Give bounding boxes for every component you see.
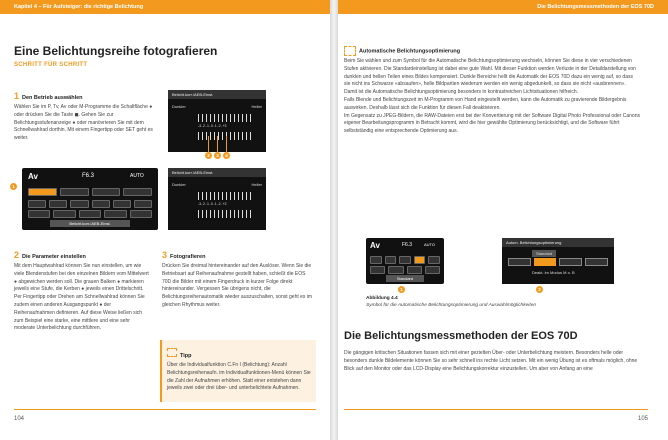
right-camera-iso: AUTO [424, 242, 436, 247]
right-marker-2: 2 [536, 286, 543, 293]
aeb-menu-1-scale-labels: -3..2..1..0..1..2..+3 [198, 124, 227, 128]
aeb-menu-2-darker: Dunkler [172, 182, 186, 187]
right-camera-standard: Standard [386, 275, 424, 282]
right-camera-mode: Av [370, 241, 380, 250]
step-2 [14, 245, 152, 333]
auto-optimization-menu-title: Autom. Belichtungsoptimierung [502, 238, 614, 247]
aeb-menu-2-scale-2 [198, 210, 252, 218]
step-1-title: Den Betrieb auswählen [22, 95, 83, 101]
marker-line-3 [217, 136, 218, 152]
auto-optimization-block [344, 46, 640, 136]
step-1-text: Wählen Sie im P, Tv, Av oder M-Programme die Schaltfläche ● oder drücken Sie die Taste ◼. Gehen Sie zur Belichtungsstufenanzeige ● oder manövrieren Sie mit dem Schnellwahlrad dorthin. Mit einem Fingertipp oder SET geht es weiter. [14, 104, 153, 142]
right-bottom-rule [344, 409, 648, 410]
right-marker-1: 1 [398, 286, 405, 293]
aeb-menu-2-brighter: Heller [251, 182, 262, 187]
auto-optimization-menu-options [508, 258, 608, 266]
left-header: Kapitel 4 – Für Aufsteiger: die richtige Belichtung [0, 0, 330, 14]
right-header: Die Belichtungsmessmethoden der EOS 70D [338, 0, 668, 14]
aeb-menu-1-darker: Dunkler [172, 104, 186, 109]
section-text: Die gängigen kritischen Situationen fassen sich mit einer gezielten Über- oder Unterbelichtung meistern. Besonders helle oder besonders dunkle Bildelemente können Sie so sehr schnell ins rechte Licht setzen. Mit ein wenig Übung ist es oftmals möglich, ohne Blick auf den Monitor oder das LCD-Display eine Belichtungskorrektur einzustellen. Um aber von Anfang an eine [344, 350, 638, 372]
left-bottom-rule [14, 409, 316, 410]
aeb-menu-1-title: Belicht.korr./AEB-Einst. [168, 90, 266, 99]
step-1-number: 1 [14, 91, 20, 101]
auto-optimization-menu [502, 238, 614, 284]
step-3-text: Drücken Sie dreimal hintereinander auf den Auslöser. Wenn Sie die Betriebsart auf Reihenaufnahme gestellt haben, schießt die EOS 70D die Bilder mit einem Fingerdruck in kurzer Folge direkt hintereinander. Vergessen Sie übrigens nicht, die Belichtungsreihenautomatik wieder auszuschalten, sonst geht es im gleichen Rhythmus weiter. [162, 263, 313, 308]
left-page-number: 104 [14, 416, 25, 422]
marker-line-4 [226, 136, 227, 152]
camera-bar-label: Belicht.korr./AEB-Einst. [50, 220, 130, 227]
auto-optimization-text: Beim Sie wählen und zum Symbol für die Automatische Belichtungsoptimierung wechseln, können Sie diese in vier verschiedenen Stufen aktivieren. Die Standardeinstellung ist dabei eine gute Wahl. Mit dieser Funktion werden Verluste in der Detaildarstellung von dunklen und hellen Teilen eines Bildes kompensiert. Dunkle Bereiche hellt die Automatik der EOS 70D dazu ein wenig auf, so dass sie nicht ins Schwarze «absaufen», helle Bildpartien wiederum werden ein wenig abgedunkelt, so dass sie nicht «ausbrennen». Damit ist die Automatische Belichtungsoptimierung besonders in kontrastreichen Lichtsituationen hilfreich. [344, 58, 636, 96]
aeb-menu-1-scale [198, 114, 252, 122]
figure-caption-text: Symbol für die Automatische Belichtungsoptimierung und Auswahlmöglichkeiten [366, 302, 537, 308]
camera-icons-row-2 [28, 210, 152, 218]
step-2-number: 2 [14, 250, 20, 260]
camera-iso: AUTO [130, 173, 144, 179]
auto-optimization-menu-option: Deakt. im Modus M o. B [532, 270, 575, 275]
aeb-menu-2-title: Belicht.korr./AEB-Einst. [168, 168, 266, 177]
marker-3: 3 [214, 152, 221, 159]
page-title: Eine Belichtungsreihe fotografieren [14, 44, 218, 58]
page-subtitle: SCHRITT FÜR SCHRITT [14, 62, 88, 68]
tip-icon [167, 348, 177, 357]
right-camera-row-2 [370, 266, 440, 274]
right-page-number: 105 [637, 416, 648, 422]
aeb-menu-2-scale-labels: -3..2..1..0..1..2..+3 [198, 202, 227, 206]
auto-optimization-menu-standard: Standard [532, 250, 556, 257]
camera-icons-row [28, 200, 152, 208]
right-camera-row-1 [370, 256, 440, 264]
step-3-number: 3 [162, 250, 168, 260]
auto-optimization-icon [344, 46, 356, 56]
left-page [0, 0, 330, 436]
step-1 [14, 86, 162, 143]
figure-caption [366, 296, 626, 309]
book-gutter [330, 0, 338, 440]
camera-scale-row [28, 188, 152, 196]
figure-label: Abbildung 4.4 [366, 296, 398, 301]
camera-quick-screen [22, 168, 158, 230]
step-3-title: Fotografieren [170, 254, 206, 260]
right-camera-aperture: F6.3 [402, 242, 413, 248]
step-3 [162, 245, 314, 310]
marker-1: 1 [10, 183, 17, 190]
camera-aperture: F6.3 [82, 173, 95, 179]
step-2-title: Die Parameter einstellen [22, 254, 86, 260]
aeb-menu-1-scale-2 [198, 132, 252, 140]
right-page [338, 0, 668, 436]
right-camera-screen [366, 238, 444, 284]
camera-mode: Av [28, 172, 38, 181]
tip-title: Tipp [180, 353, 192, 359]
tip-text: Über die Individualfunktion C.Fn I (Belichtung): Anzahl Belichtungsreihenaufn. im Individualfunktionen-Menü können Sie die Zahl der Aufnahmen erhöhen. Statt einer entstehen dann jeweils zwei oder drei über- und unterbelichtete Aufnahmen. [167, 362, 311, 392]
auto-optimization-text-3: Im Gegensatz zu JPEG-Bildern, die RAW-Dateien erst bei der Konvertierung mit der Software Digital Photo Professional oder Canons eigener Bearbeitungsprogramm in Betracht kommt, wird die hier gewählte Optimierung berücksichtigt, und die Software führt selbstständig eine entsprechende Optimierung aus. [344, 112, 640, 135]
section-title: Die Belichtungsmessmethoden der EOS 70D [344, 330, 578, 342]
tip-box [160, 340, 316, 402]
marker-line-2 [208, 136, 209, 152]
step-2-text: Mit dem Hauptwahlrad können Sie nun einstellen, um wie viele Blendenstufen bei den einzelnen Bildern vom Mittelwert ● abgewichen werden soll. Die grauen Balken ● markieren jeweils eine Stufe, die Kerben ● jeweils einen Drittelschritt. Per Fingertipp oder Drehen am Schnellwahlrad können Sie zudem einen anderen Ausgangspunkt ● der Reihenaufnahmen definieren. Auf diese Weise ließen sich zum Beispiel eine starke, eine mittlere und eine sehr moderate Unterbelichtung durchführen. [14, 263, 149, 332]
aeb-menu-2-scale [198, 192, 252, 200]
aeb-menu-1-brighter: Heller [251, 104, 262, 109]
marker-4: 4 [223, 152, 230, 159]
auto-optimization-title: Automatische Belichtungsoptimierung [359, 48, 461, 55]
marker-2: 2 [205, 152, 212, 159]
aeb-menu-2 [168, 168, 266, 230]
auto-optimization-text-2: Falls Blende und Belichtungszeit im M-Programm von Hand eingestellt werden, kann die Automatik zu gravierende Bildergebnis auswirken. Deshalb lässt sich die Funktion für diesen Fall deaktivieren. [344, 96, 627, 111]
